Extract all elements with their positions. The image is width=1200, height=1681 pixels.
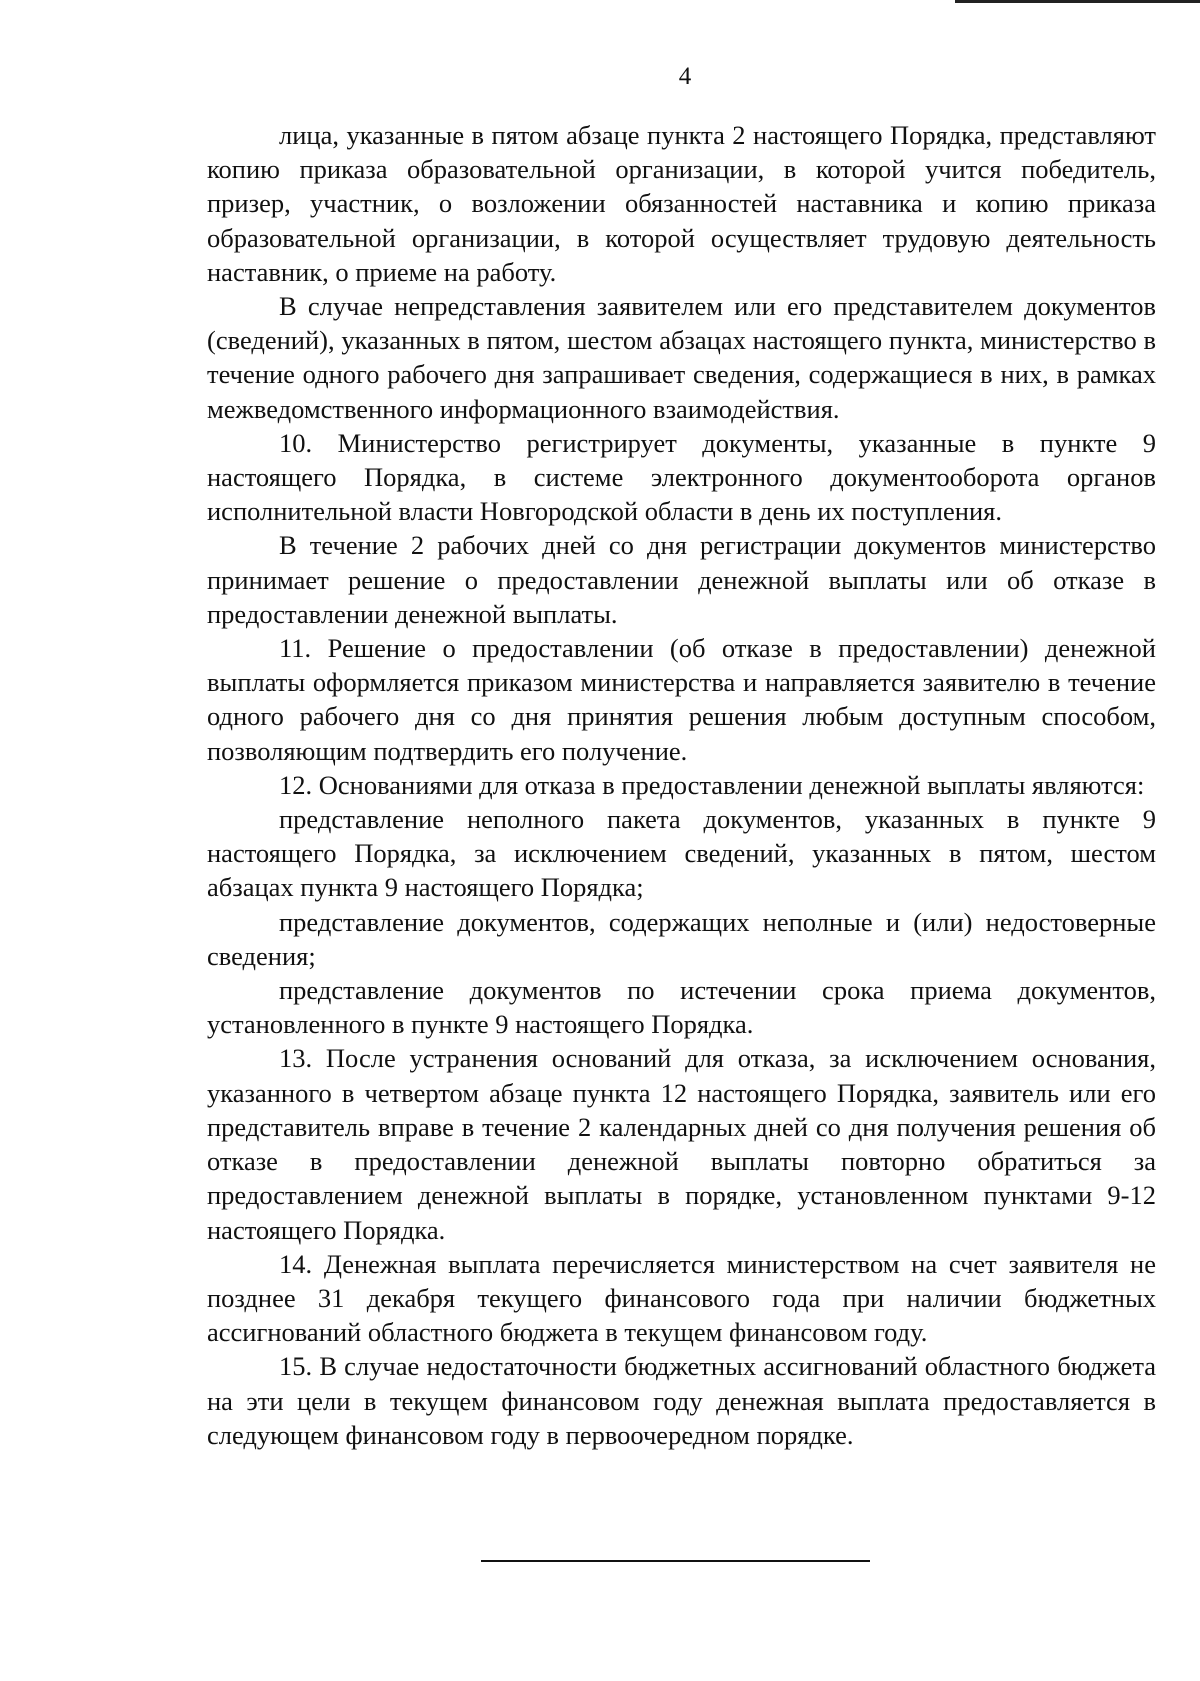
paragraph-5: 11. Решение о предоставлении (об отказе в предоставлении) денежной выплаты оформляется приказом министерства и направляется заявителю в течение одного рабочего дня со дня принятия решения любым доступным способом, позволяющим подтвердить его получение. <box>207 633 1156 766</box>
paragraph-9: представление документов по истечении срока приема документов, установленного в пункте 9 настоящего Порядка. <box>207 975 1156 1040</box>
paragraph-11: 14. Денежная выплата перечисляется министерством на счет заявителя не позднее 31 декабря текущего финансового года при наличии бюджетных ассигнований областного бюджета в текущем финансовом году. <box>207 1248 1156 1348</box>
paragraph-2: В случае непредставления заявителем или его представителем документов (сведений), указанных в пятом, шестом абзацах настоящего пункта, министерство в течение одного рабочего дня запрашивает сведения, содержащиеся в них, в рамках межведомственного информационного взаимодействия. <box>207 291 1156 424</box>
page-number: 4 <box>678 63 692 90</box>
paragraph-4: В течение 2 рабочих дней со дня регистрации документов министерство принимает решение о предоставлении денежной выплаты или об отказе в предоставлении денежной выплаты. <box>207 530 1156 629</box>
paragraph-7: представление неполного пакета документов, указанных в пункте 9 настоящего Порядка, за исключением сведений, указанных в пятом, шестом абзацах пункта 9 настоящего Порядка; <box>207 804 1156 903</box>
paragraph-8: представление документов, содержащих неполные и (или) недостоверные сведения; <box>207 906 1156 971</box>
document-body <box>207 118 1156 1452</box>
paragraph-3: 10. Министерство регистрирует документы, указанные в пункте 9 настоящего Порядка, в системе электронного документооборота органов исполнительной власти Новгородской области в день их поступления. <box>207 427 1156 527</box>
paragraph-12: 15. В случае недостаточности бюджетных ассигнований областного бюджета на эти цели в текущем финансовом году денежная выплата предоставляется в следующем финансовом году в первоочередном порядке. <box>207 1351 1156 1450</box>
paragraph-6: 12. Основаниями для отказа в предоставлении денежной выплаты являются: <box>279 769 1145 800</box>
paragraph-10: 13. После устранения оснований для отказа, за исключением основания, указанного в четвертом абзаце пункта 12 настоящего Порядка, заявитель или его представитель вправе в течение 2 календарных дней со дня получения решения об отказе в предоставлении денежной выплаты повторно обратиться за предоставлением денежной выплаты в порядке, установленном пунктами 9-12 настоящего Порядка. <box>207 1043 1156 1245</box>
top-edge-rule <box>955 0 1200 3</box>
end-of-document-rule <box>481 1560 870 1562</box>
paragraph-1: лица, указанные в пятом абзаце пункта 2 настоящего Порядка, представляют копию приказа образовательной организации, в которой учится победитель, призер, участник, о возложении обязанностей наставника и копию приказа образовательной организации, в которой осуществляет трудовую деятельность наставник, о приеме на работу. <box>207 120 1156 287</box>
